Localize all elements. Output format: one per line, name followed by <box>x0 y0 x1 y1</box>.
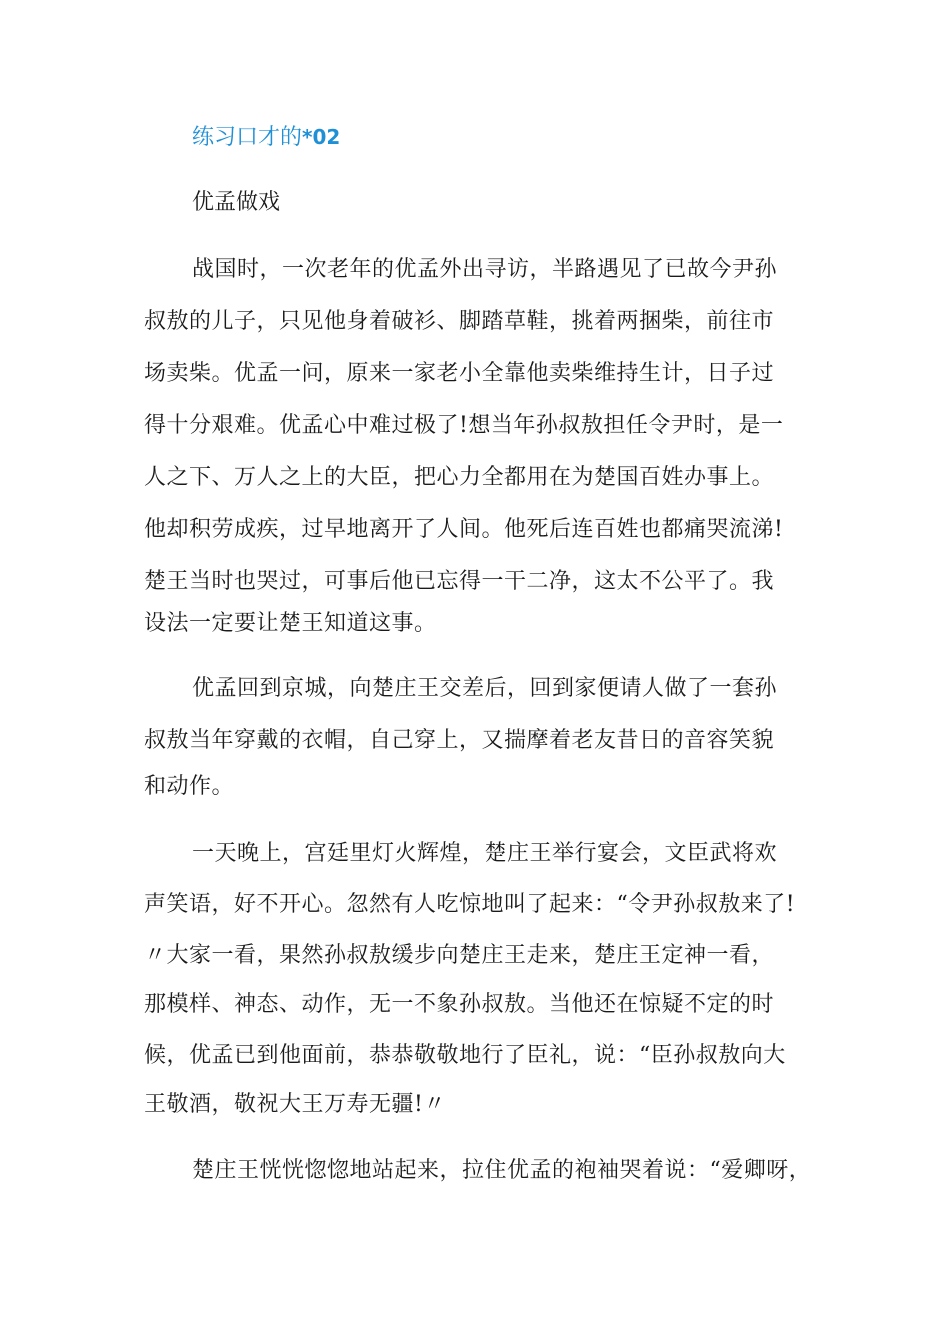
document-title <box>192 118 340 157</box>
paragraph-3-line-3: 〃大家一看，果然孙叔敖缓步向楚庄王走来，楚庄王定神一看， <box>144 943 775 968</box>
document-title-number: *02 <box>302 125 341 149</box>
paragraph-3-line-5: 候，优孟已到他面前，恭恭敬敬地行了臣礼，说：“臣孙叔敖向大 <box>144 1043 786 1068</box>
paragraph-3-line-4: 那模样、神态、动作，无一不象孙叔敖。当他还在惊疑不定的时 <box>144 992 775 1017</box>
document-title-text: 练习口才的 <box>192 125 303 150</box>
paragraph-1-line-3: 场卖柴。优孟一问，原来一家老小全靠他卖柴维持生计，日子过 <box>144 361 775 386</box>
paragraph-4-line-1: 楚庄王恍恍惚惚地站起来，拉住优孟的袍袖哭着说：“爱卿呀， <box>192 1158 812 1183</box>
paragraph-3-line-2: 声笑语，好不开心。忽然有人吃惊地叫了起来：“令尹孙叔敖来了! <box>144 892 796 917</box>
paragraph-1-line-5: 人之下、万人之上的大臣，把心力全都用在为楚国百姓办事上。 <box>144 465 775 490</box>
story-title: 优孟做戏 <box>192 190 281 215</box>
paragraph-3-line-1: 一天晚上，宫廷里灯火辉煌，楚庄王举行宴会，文臣武将欢 <box>192 841 778 866</box>
paragraph-1-line-1: 战国时，一次老年的优孟外出寻访，半路遇见了已故今尹孙 <box>192 257 778 282</box>
paragraph-1-line-4: 得十分艰难。优孟心中难过极了!想当年孙叔敖担任令尹时，是一 <box>144 413 784 438</box>
paragraph-3-line-6: 王敬酒，敬祝大王万寿无疆!〃 <box>144 1092 446 1117</box>
paragraph-1-line-8: 设法一定要让楚王知道这事。 <box>144 611 437 636</box>
paragraph-1-line-2: 叔敖的儿子，只见他身着破衫、脚踏草鞋，挑着两捆柴，前往市 <box>144 309 775 334</box>
paragraph-1-line-7: 楚王当时也哭过，可事后他已忘得一干二净，这太不公平了。我 <box>144 569 775 594</box>
paragraph-1-line-6: 他却积劳成疾，过早地离开了人间。他死后连百姓也都痛哭流涕! <box>144 517 784 542</box>
paragraph-2-line-2: 叔敖当年穿戴的衣帽，自己穿上，又揣摩着老友昔日的音容笑貌 <box>144 728 775 753</box>
paragraph-2-line-1: 优孟回到京城，向楚庄王交差后，回到家便请人做了一套孙 <box>192 676 778 701</box>
paragraph-2-line-3: 和动作。 <box>144 774 235 799</box>
